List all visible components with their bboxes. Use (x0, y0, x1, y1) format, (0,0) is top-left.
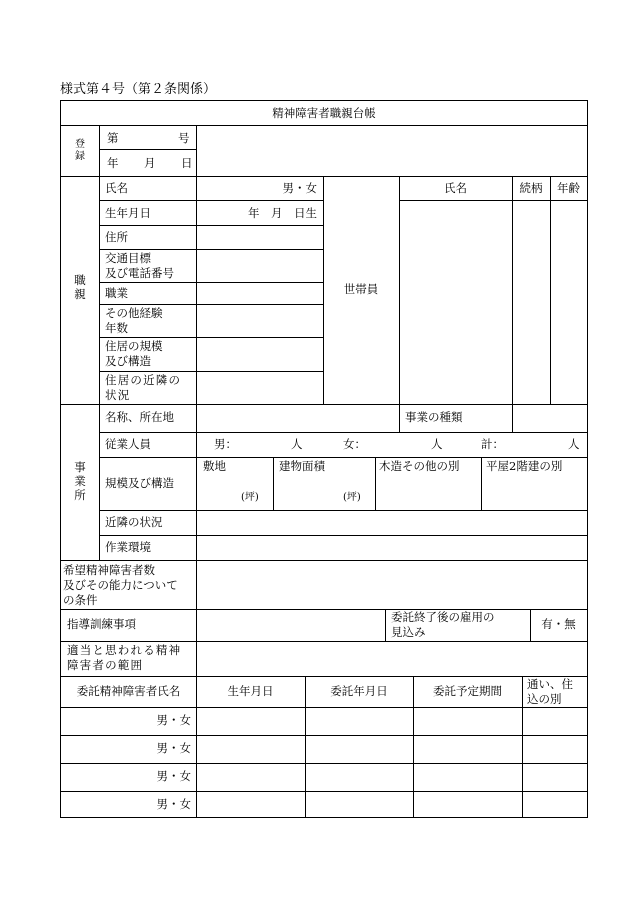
commission-row-sex[interactable]: 男・女 (156, 713, 191, 727)
employees-female-unit: 人 (431, 437, 443, 451)
registration-number-suffix: 号 (178, 131, 190, 145)
registration-day: 日 (181, 156, 193, 170)
business-label: 事業所 (74, 460, 86, 502)
employees-total-label: 計： (481, 437, 504, 451)
shokuoya-sex-options[interactable]: 男・女 (282, 181, 317, 195)
employees-male-unit: 人 (291, 437, 303, 451)
commission-header-period: 委託予定期間 (433, 684, 502, 698)
shokuoya-birth-label: 生年月日 (105, 206, 151, 220)
commission-row-sex[interactable]: 男・女 (156, 769, 191, 783)
commission-row-sex[interactable]: 男・女 (156, 741, 191, 755)
scale-label: 規模及び構造 (105, 476, 174, 490)
household-header-name: 氏名 (444, 181, 467, 195)
guidance-label: 指導訓練事項 (67, 617, 136, 631)
form-heading: 様式第４号（第２条関係） (60, 82, 217, 97)
household-header-age: 年齢 (557, 181, 580, 195)
shokuoya-experience-label: その他経験 年数 (105, 306, 163, 335)
desired-conditions-label: 希望精神障害者数 及びその能力について の条件 (63, 563, 178, 607)
commission-header-name: 委託精神障害者氏名 (76, 684, 181, 698)
registration-label: 登録 (75, 139, 85, 162)
commission-header-birth: 生年月日 (227, 684, 274, 698)
building-area-unit: (坪) (343, 492, 361, 503)
registration-input[interactable] (197, 126, 587, 176)
employment-yes-no[interactable]: 有・無 (541, 617, 576, 631)
shokuoya-name-label: 氏名 (105, 181, 128, 195)
business-type-label: 事業の種類 (405, 410, 463, 424)
employees-female-label: 女： (343, 437, 366, 451)
storey-label: 平屋2階建の別 (486, 459, 563, 473)
employees-male-label: 男： (214, 437, 237, 451)
employees-label: 従業人員 (105, 437, 151, 451)
suitable-range-label: 適当と思われる精神 障害者の範囲 (67, 643, 182, 672)
site-unit: (坪) (241, 492, 259, 503)
employees-total-unit: 人 (568, 437, 580, 451)
shokuoya-label: 職親 (74, 273, 86, 301)
site-label: 敷地 (203, 459, 226, 473)
employment-prospect-label: 委託終了後の雇用の 見込み (391, 610, 495, 639)
household-label: 世帯員 (343, 282, 379, 296)
form-title: 精神障害者職親台帳 (272, 106, 376, 120)
household-header-relation: 続柄 (519, 181, 543, 195)
registration-year: 年 (107, 156, 119, 170)
shokuoya-housing-label: 住居の規模 及び構造 (105, 339, 163, 368)
shokuoya-occupation-label: 職業 (105, 286, 128, 300)
registration-number-prefix: 第 (107, 131, 119, 145)
shokuoya-neighborhood-label: 住居の近隣の 状況 (105, 373, 182, 402)
commission-header-commute: 通い、住 込の別 (527, 677, 573, 706)
vicinity-label: 近隣の状況 (105, 515, 163, 529)
environment-label: 作業環境 (105, 540, 151, 554)
shokuoya-transport-label: 交通目標 及び電話番号 (105, 251, 174, 280)
shokuoya-address-label: 住所 (105, 230, 128, 244)
business-name-location-label: 名称、所在地 (105, 410, 174, 424)
registration-month: 月 (144, 156, 156, 170)
shokuoya-register-form (60, 100, 588, 818)
building-area-label: 建物面積 (279, 459, 325, 473)
commission-header-date: 委託年月日 (330, 684, 388, 698)
wooden-label: 木造その他の別 (379, 459, 460, 473)
shokuoya-birth-format[interactable]: 年 月 日生 (248, 206, 317, 220)
commission-row-sex[interactable]: 男・女 (156, 797, 191, 811)
